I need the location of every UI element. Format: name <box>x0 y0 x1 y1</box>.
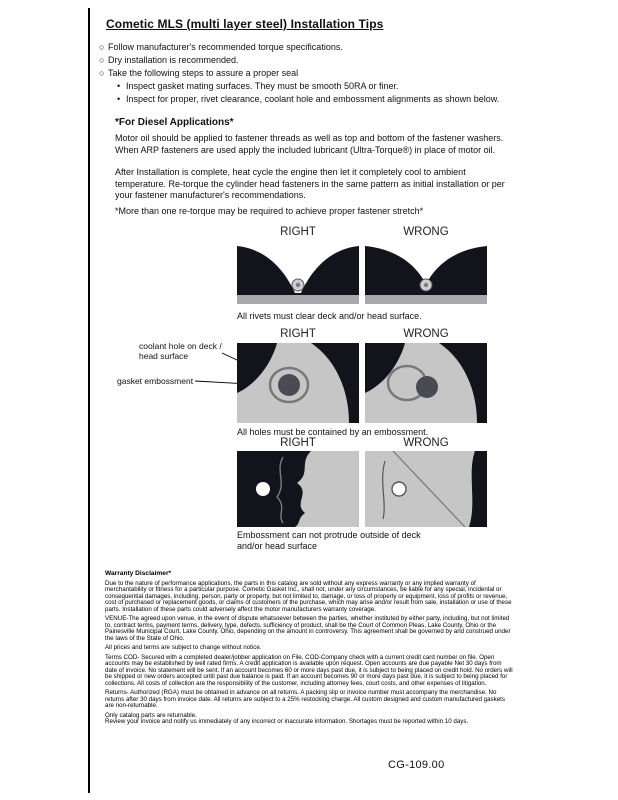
disclaimer-paragraph: Returns- Authorized (RGA) must be obtained in advance on all returns. A packing slip or invoice number must accompany the merchandise. No returns after 30 days from invoice date. All returns are subject to a 25% restocking charge. All custom designed and custom manufactured gaskets are non-returnable. <box>105 689 505 709</box>
figure-protrusion-wrong <box>365 451 487 527</box>
open-bullet-icon: ○ <box>99 55 105 65</box>
list-item <box>99 41 529 54</box>
diesel-paragraph-2: After Installation is complete, heat cycle the engine then let it completely cool to ambient temperature. Re-torque the cylinder head fasteners in the same pattern as initial installation or per your fastener manufacturer's recommendations. <box>115 167 505 200</box>
figure-rivet-wrong <box>365 241 487 304</box>
rivet-right-illustration <box>237 241 359 304</box>
warranty-disclaimer-heading: Warranty Disclaimer* <box>105 570 172 577</box>
annotation-coolant-hole: coolant hole on deck / head surface <box>139 341 222 361</box>
diesel-paragraph-1: Motor oil should be applied to fastener threads as well as top and bottom of the fastener washers. When ARP fasteners are used apply the included lubricant (Ultra-Torque®) in place of motor oil. <box>115 133 504 155</box>
retorque-note: *More than one re-torque may be required to achieve proper fastener stretch* <box>115 206 424 216</box>
filled-bullet-icon: • <box>117 81 121 91</box>
list-item <box>117 80 529 93</box>
disclaimer-paragraph: Only catalog parts are returnable. <box>105 711 197 719</box>
disclaimer-paragraph: Review your invoice and notify us immediately of any incorrect or inaccurate information. Shortages must be reported within 10 days. <box>105 718 469 725</box>
wrong-label: WRONG <box>403 328 449 340</box>
right-label: RIGHT <box>280 226 316 238</box>
disclaimer-paragraph: Due to the nature of performance applications, the parts in this catalog are sold without any express warranty or any implied warranty of merchantability or fitness for a particular purpose. Cometic Gasket Inc., shall not, under any circumstances, be liable for any special, incidental or consequential damages, including, person, party or property, but not limited to, damage, or loss of property or equipment, loss of profits or revenue, cost of purchased or replacement goods, or claims of customers of the purchase, which may arise and/or result from sale, installation or use of these parts. Installation of these parts could adversely affect the motor manufacturers warranty coverage. <box>105 579 512 613</box>
page-code: CG-109.00 <box>388 759 445 771</box>
diesel-applications-heading: *For Diesel Applications* <box>115 117 234 128</box>
tip-text: Follow manufacturer's recommended torque specifications. <box>108 42 343 52</box>
open-bullet-icon: ○ <box>99 68 105 78</box>
figure-embossment-wrong <box>365 343 487 423</box>
figure-rivet-right <box>237 241 359 304</box>
figure-embossment-right <box>237 343 359 423</box>
caption-protrusion: Embossment can not protrude outside of deck and/or head surface <box>237 530 421 551</box>
open-bullet-icon: ○ <box>99 42 105 52</box>
right-label: RIGHT <box>280 328 316 340</box>
page-left-border <box>88 8 90 793</box>
list-item <box>117 93 529 106</box>
caption-rivets: All rivets must clear deck and/or head surface. <box>237 311 422 321</box>
list-item <box>99 67 529 80</box>
installation-tips-list <box>99 41 529 106</box>
right-label: RIGHT <box>280 437 316 449</box>
coolant-hole <box>278 374 300 396</box>
disclaimer-paragraph: Terms COD- Secured with a completed dealer/jobber application on File, COD-Company check with a current credit card number on file. Open accounts may be established by well rated firms. A credit application is available upon request. Open accounts are due payable Net 30 days from date of invoice. No statement will be sent. If an account becomes 60 or more days past due, it is subject to being placed on credit hold. No orders will be shipped or new orders accepted until past due balance is paid. If an account becomes 90 or more days past due, it is subject to being placed for collections. All costs of collection are the responsibility of the customer, including attorney fees, court costs, and other expenses of litigation. <box>105 653 513 687</box>
protrusion-wrong-illustration <box>365 451 487 527</box>
wrong-label: WRONG <box>403 226 449 238</box>
caption-holes: All holes must be contained by an embossment. <box>237 427 429 437</box>
tip-text: Take the following steps to assure a proper seal <box>108 68 299 78</box>
embossment-right-illustration <box>237 343 359 423</box>
annotation-gasket-embossment: gasket embossment <box>117 376 194 386</box>
figure-protrusion-right <box>237 451 359 527</box>
disclaimer-paragraph: All prices and terms are subject to change without notice. <box>105 644 262 651</box>
page-title: Cometic MLS (multi layer steel) Installation Tips <box>106 17 384 31</box>
bolt-hole <box>392 482 406 496</box>
protrusion-right-illustration <box>237 451 359 527</box>
wrong-label: WRONG <box>403 437 449 449</box>
filled-bullet-icon: • <box>117 94 121 104</box>
warranty-disclaimer-section <box>105 571 513 729</box>
tip-text: Dry installation is recommended. <box>108 55 239 65</box>
coolant-hole <box>416 376 438 398</box>
embossment-wrong-illustration <box>365 343 487 423</box>
rivet-wrong-illustration <box>365 241 487 304</box>
disclaimer-paragraph: VENUE-The agreed upon venue, in the event of dispute whatsoever between the parties, whether instituted by either party, including, but not limited to, contract terms, payment terms, delivery, type, defects, sufficiency of product, shall be the Court of Common Pleas, Lake County, Ohio or the Painesville Municipal Court, Lake County, Ohio, depending on the amount in controversy. This agreement shall be governed by and construed under the laws of the State of Ohio. <box>105 615 511 642</box>
tip-text: Inspect gasket mating surfaces. They must be smooth 50RA or finer. <box>126 81 399 91</box>
tip-text: Inspect for proper, rivet clearance, coolant hole and embossment alignments as shown below. <box>126 94 500 104</box>
bolt-hole <box>256 482 270 496</box>
list-item <box>99 54 529 67</box>
